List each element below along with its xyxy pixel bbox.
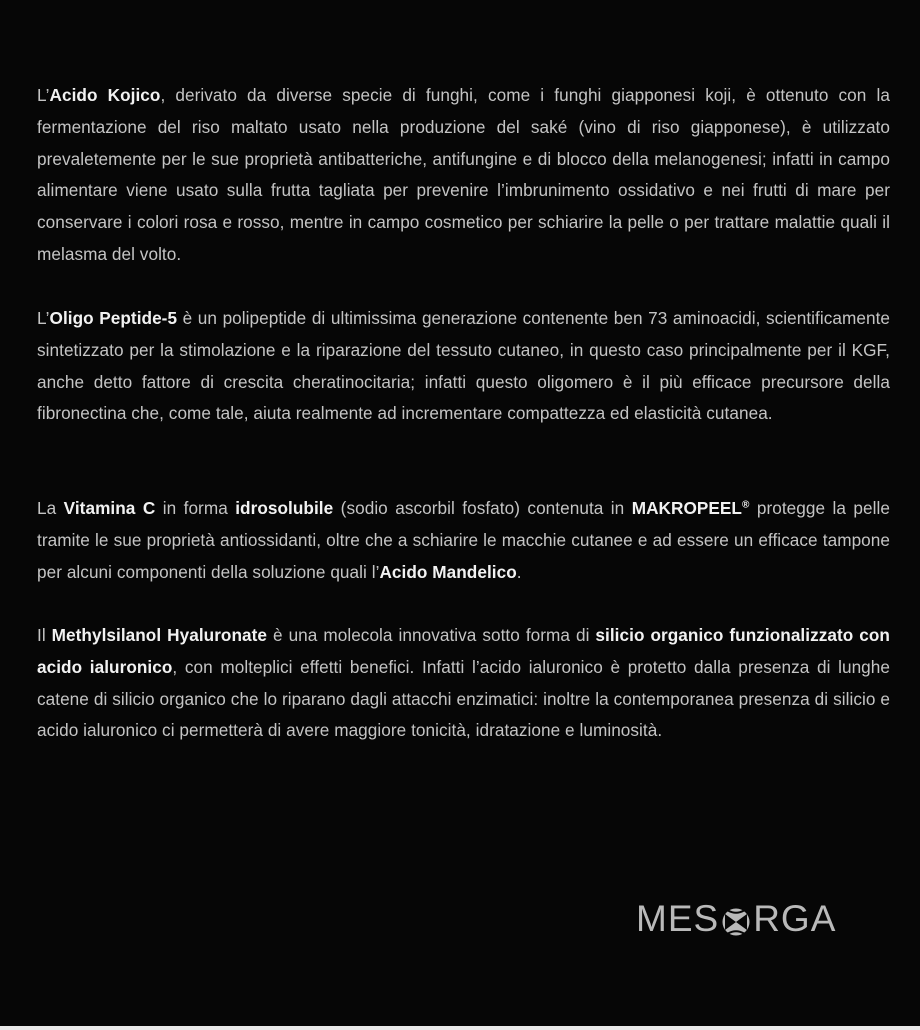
mesorga-globe-icon [721, 904, 751, 934]
term-oligo-peptide: Oligo Peptide-5 [49, 308, 178, 328]
text-run: , derivato da diverse specie di funghi, come i funghi giapponesi koji, è ottenuto con la fermentazione del riso maltato usato nella produzione del saké (vino di riso giapponese), è utilizzato prevaletemente per le sue proprietà antibatteriche, antifungine e di blocco della melanogenesi; infatti in campo alimentare viene usato sulla frutta tagliata per prevenire l’imbrunimento ossidativo e nei frutti di mare per conservare i colori rosa e rosso, mentre in campo cosmetico per schiarire la pelle o per trattare malattie quali il melasma del volto. [37, 85, 890, 264]
logo-text-right: RGA [753, 898, 837, 939]
mesorga-logo [636, 898, 836, 940]
text-run: Il [37, 625, 52, 645]
bottom-strip [0, 1026, 920, 1030]
term-methylsilanol-hyaluronate: Methylsilanol Hyaluronate [51, 625, 268, 645]
text-run: , con molteplici effetti benefici. Infatti l’acido ialuronico è protetto dalla presenza di lunghe catene di silicio organico che lo riparano dagli attacchi enzimatici: inoltre la contemporanea presenza di silicio e acido ialuronico ci permetterà di avere maggiore tonicità, idratazione e luminosità. [37, 656, 891, 741]
text-run: è una molecola innovativa sotto forma di [267, 625, 596, 645]
term-silicio-organico: silicio organico funzionalizzato con acido ialuronico [37, 625, 890, 677]
paragraph-oligo-peptide [37, 303, 890, 430]
term-vitamina-c: Vitamina C [63, 498, 156, 518]
text-run: La [37, 498, 64, 518]
text-run: L’ [37, 308, 50, 328]
registered-mark: ® [741, 499, 750, 511]
term-idrosolubile: idrosolubile [235, 498, 334, 518]
paragraph-methylsilanol [37, 620, 890, 747]
term-acido-mandelico: Acido Mandelico [379, 561, 517, 582]
term-makropeel: MAKROPEEL [631, 498, 742, 518]
term-acido-kojico: Acido Kojico [49, 85, 161, 105]
text-run: . [516, 561, 522, 582]
text-run: L’ [37, 85, 50, 105]
text-run: (sodio ascorbil fosfato) contenuta in [333, 498, 632, 518]
logo-text-left: MES [636, 898, 720, 939]
text-run: è un polipeptide di ultimissima generazione contenente ben 73 aminoacidi, scientificamente sintetizzato per la stimolazione e la riparazione del tessuto cutaneo, in questo caso principalmente per il KGF, anche detto fattore di crescita cheratinocitaria; infatti questo oligomero è il più efficace precursore della fibronectina che, come tale, aiuta realmente ad incrementare compattezza ed elasticità cutanea. [37, 308, 891, 424]
paragraph-vitamina-c [37, 493, 890, 588]
text-run: protegge la pelle tramite le sue proprietà antiossidanti, oltre che a schiarire le macchie cutanee e ad essere un efficace tampone per alcuni componenti della soluzione quali l’ [37, 498, 890, 582]
paragraph-acido-kojico [37, 80, 890, 271]
text-run: in forma [155, 498, 236, 518]
